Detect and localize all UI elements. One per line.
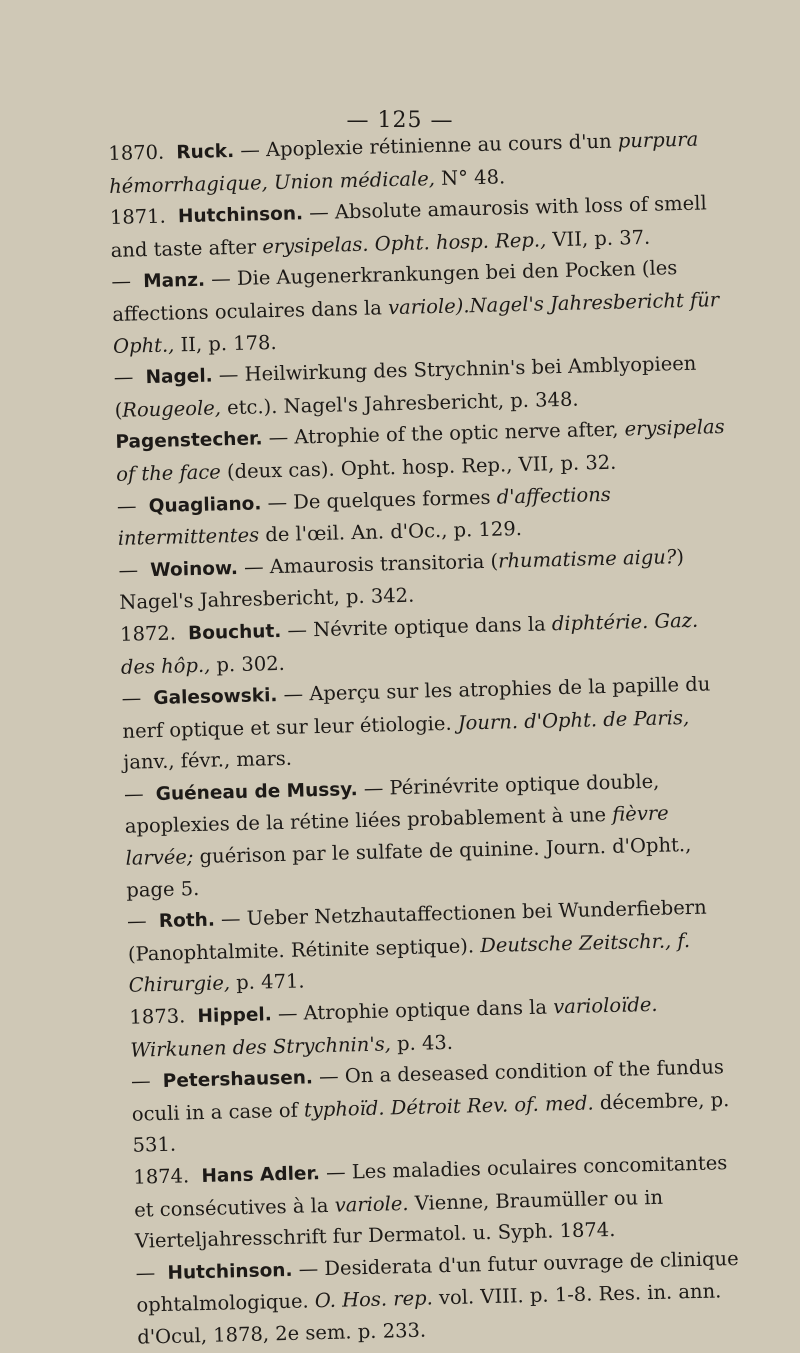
- entry-author: Galesowski.: [153, 685, 278, 710]
- entry-italic-title: erysipelas of the face: [115, 415, 725, 486]
- bibliography-entry: [133, 1147, 745, 1258]
- entry-italic-title: erysipelas. Opht. hosp. Rep.,: [262, 228, 547, 259]
- entry-tail: etc.). Nagel's Jahresbericht, p. 348.: [220, 387, 579, 420]
- bibliography-entry: [135, 1243, 747, 1353]
- entry-text: — Heilwirkung des Strychnin's bei Amblyopieen (: [114, 351, 697, 422]
- entry-prefix: 1871.: [109, 204, 173, 230]
- entry-text: — Les maladies oculaires concomitantes et consécutives à la: [133, 1151, 728, 1222]
- entry-prefix: —: [130, 1069, 158, 1093]
- entry-prefix: —: [126, 909, 154, 934]
- bibliography-entry: [131, 1051, 743, 1162]
- entry-author: Hutchinson.: [177, 203, 304, 228]
- entry-tail: VII, p. 37.: [545, 225, 651, 252]
- bibliography-entry: [121, 668, 733, 779]
- entry-author: Nagel.: [145, 365, 213, 389]
- entry-italic-title: fièvre larvée;: [125, 801, 669, 870]
- entry-text: — Périnévrite optique double, apoplexies de la rétine liées probablement à une: [124, 769, 660, 839]
- entry-italic-title: purpura hémorrhagique, Union médicale,: [108, 127, 699, 198]
- entry-tail: (deux cas). Opht. hosp. Rep., VII, p. 32.: [220, 450, 617, 484]
- entry-text: — Absolute amaurosis with loss of smell and taste after: [110, 191, 707, 262]
- bibliography-entry: [111, 251, 723, 362]
- entry-text: — Atrophie of the optic nerve after,: [262, 417, 625, 450]
- entry-author: Woinow.: [150, 557, 239, 581]
- entry-italic-title: varioloïde. Wirkunen des Strychnin's,: [130, 992, 658, 1062]
- page-number: — 125 —: [346, 108, 454, 133]
- entry-prefix: —: [113, 365, 140, 390]
- entry-text: — Die Augenerkrankungen bei den Pocken (les affections oculaires dans la: [112, 256, 678, 326]
- entry-italic-title: typhoïd. Détroit Rev. of. med.: [303, 1091, 594, 1122]
- entry-italic-title: Deutsche Zeitschr., f. Chirurgie,: [128, 928, 691, 998]
- entry-text: — De quelques formes: [261, 485, 497, 514]
- entry-prefix: 1870.: [108, 140, 171, 165]
- entry-author: Hans Adler.: [201, 1163, 321, 1188]
- entry-text: — Aperçu sur les atrophies de la papille du nerf optique et sur leur étiologie.: [122, 672, 711, 743]
- entry-prefix: —: [111, 269, 138, 294]
- entry-tail: vol. VIII. p. 1-8. Res. in. ann. d'Ocul, 1878, 2e sem. p. 233.: [137, 1279, 722, 1349]
- entry-author: Manz.: [142, 270, 206, 293]
- entry-author: Hippel.: [197, 1004, 272, 1028]
- entry-author: Petershausen.: [162, 1067, 314, 1093]
- entry-author: Ruck.: [176, 140, 235, 164]
- entry-italic-title: variole.: [334, 1191, 409, 1217]
- entry-prefix: —: [123, 782, 151, 806]
- entry-author: Hutchinson.: [167, 1259, 293, 1284]
- entry-tail: p. 302.: [210, 651, 286, 677]
- entry-tail: janv., févr., mars.: [122, 746, 293, 775]
- entry-text: — Ueber Netzhautaffectionen bei Wunderfiebern (Panophtalmite. Rétinite septique).: [127, 895, 707, 966]
- entry-tail: guérison par le sulfate de quinine. Journ. d'Opht., page 5.: [126, 833, 692, 902]
- entry-text: — Apoplexie rétinienne au cours d'un: [233, 129, 619, 162]
- entry-prefix: 1873.: [129, 1004, 192, 1029]
- entry-italic-title: d'affections intermittentes: [117, 482, 612, 551]
- entry-tail: II, p. 178.: [174, 330, 277, 357]
- entry-prefix: —: [121, 686, 148, 710]
- entry-tail: N° 48.: [434, 164, 506, 190]
- entry-author: Roth.: [158, 909, 216, 933]
- entry-tail: p. 471.: [229, 969, 305, 995]
- entry-italic-title: Rougeole,: [121, 396, 222, 422]
- entry-italic-title: diphtérie. Gaz. des hôp.,: [120, 608, 699, 679]
- entry-tail: Vienne, Braumüller ou in Vierteljahresschrift fur Dermatol. u. Syph. 1874.: [134, 1185, 664, 1253]
- entry-prefix: —: [135, 1260, 162, 1285]
- entry-text: — Névrite optique dans la: [281, 612, 553, 642]
- entry-italic-title: O. Hos. rep.: [314, 1286, 434, 1313]
- entry-prefix: 1872.: [119, 621, 183, 646]
- entry-italic-title: variole).Nagel's Jahresbericht für Opht.,: [112, 288, 720, 358]
- entry-author: Quagliano.: [148, 492, 262, 517]
- entry-prefix: —: [118, 557, 145, 582]
- entry-text: — Atrophie optique dans la: [271, 995, 554, 1026]
- entry-author: Bouchut.: [187, 620, 282, 645]
- entry-prefix: 1874.: [133, 1164, 196, 1189]
- entry-tail: de l'œil. An. d'Oc., p. 129.: [258, 517, 523, 547]
- bibliography-entry: [124, 764, 737, 906]
- entry-tail: ) Nagel's Jahresbericht, p. 342.: [119, 544, 685, 615]
- entry-prefix: —: [116, 493, 143, 518]
- entry-text: — Desiderata d'un futur ouvrage de clinique ophtalmologique.: [136, 1246, 739, 1318]
- entry-text: — On a deseased condition of the fundus oculi in a case of: [131, 1055, 725, 1126]
- entry-text: — Amaurosis transitoria (: [237, 549, 499, 579]
- bibliography-list: [108, 123, 748, 1353]
- entry-author: Guéneau de Mussy.: [155, 778, 358, 805]
- entry-italic-title: Journ. d'Opht. de Paris,: [457, 705, 690, 735]
- entry-italic-title: rhumatisme aigu?: [497, 544, 677, 573]
- bibliography-entry: [127, 891, 739, 1002]
- entry-author: Pagenstecher.: [115, 428, 263, 454]
- entry-tail: décembre, p. 531.: [132, 1087, 730, 1158]
- entry-tail: p. 43.: [390, 1030, 454, 1055]
